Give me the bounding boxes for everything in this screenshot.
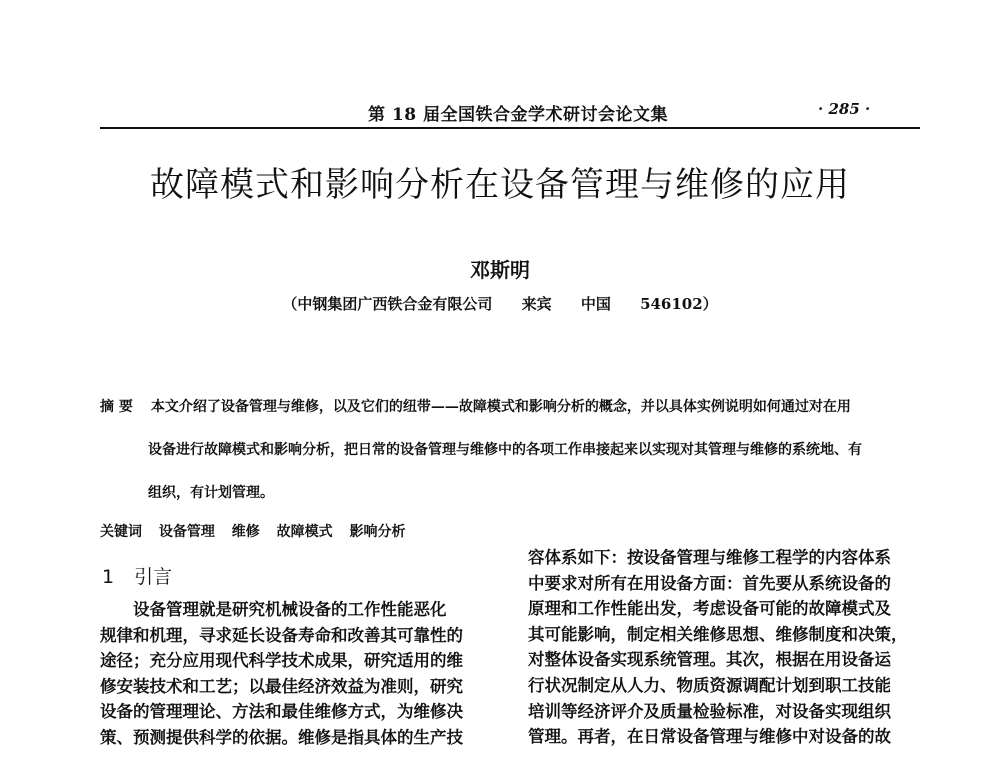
paragraph-line: 修安装技术和工艺；以最佳经济效益为准则，研究 [100, 676, 463, 696]
affiliation-org: （中钢集团广西铁合金有限公司 [282, 295, 493, 313]
proceedings-title: 第 18 届全国铁合金学术研讨会论文集 [368, 105, 668, 125]
left-column [100, 597, 495, 751]
paper-title: 故障模式和影响分析在设备管理与维修的应用 [150, 165, 850, 205]
paragraph-line: 设备的管理理论、方法和最佳维修方式，为维修决 [100, 702, 463, 722]
paragraph-line: 管理。再者，在日常设备管理与维修中对设备的故 [528, 727, 891, 747]
abstract-line: 组织，有计划管理。 [148, 485, 274, 501]
page-number: · 285 · [818, 100, 871, 118]
abstract-line: 设备进行故障模式和影响分析，把日常的设备管理与维修中的各项工作串接起来以实现对其管理与维修的系统地、有 [148, 442, 862, 458]
header-rule [100, 127, 920, 129]
keywords-label: 关键词 [100, 524, 142, 540]
section-number: 1 [102, 566, 115, 588]
paragraph-line: 原理和工作性能出发，考虑设备可能的故障模式及 [528, 599, 891, 619]
keyword: 设备管理 [158, 524, 215, 540]
paragraph-line: 培训等经济评介及质量检验标准，对设备实现组织 [528, 701, 891, 721]
right-column [528, 545, 928, 750]
paragraph-line: 其可能影响，制定相关维修思想、维修制度和决策， [528, 624, 908, 644]
affiliation-postcode: 546102） [640, 295, 718, 313]
affiliation-country: 中国 [580, 295, 611, 313]
paragraph-line: 容体系如下：按设备管理与维修工程学的内容体系 [528, 548, 891, 567]
paragraph-line: 规律和机理，寻求延长设备寿命和改善其可靠性的 [100, 625, 463, 645]
paragraph-line: 中要求对所有在用设备方面：首先要从系统设备的 [528, 573, 891, 593]
section-title: 引言 [134, 566, 173, 588]
abstract [100, 386, 930, 515]
abstract-label: 摘 要 [100, 399, 133, 415]
keyword: 维修 [231, 524, 260, 540]
paragraph-line: 途径；充分应用现代科学技术成果，研究适用的维 [100, 651, 463, 671]
section-heading [102, 562, 172, 589]
keywords [100, 521, 930, 541]
paragraph-line: 行状况制定从人力、物质资源调配计划到职工技能 [528, 675, 891, 695]
author-name: 邓斯明 [470, 258, 530, 282]
affiliation [0, 293, 1000, 314]
abstract-text: 本文介绍了设备管理与维修，以及它们的纽带——故障模式和影响分析的概念，并以具体实例说明如何通过对在用 [150, 399, 851, 415]
paragraph-line: 对整体设备实现系统管理。其次，根据在用设备运 [528, 650, 891, 670]
paragraph-line: 设备管理就是研究机械设备的工作性能恶化 [133, 600, 447, 619]
affiliation-city: 来宾 [521, 295, 552, 313]
keyword: 影响分析 [349, 524, 406, 540]
keyword: 故障模式 [276, 524, 333, 540]
abstract-line [100, 386, 930, 429]
paragraph-line: 策、预测提供科学的依据。维修是指具体的生产技 [100, 727, 463, 747]
